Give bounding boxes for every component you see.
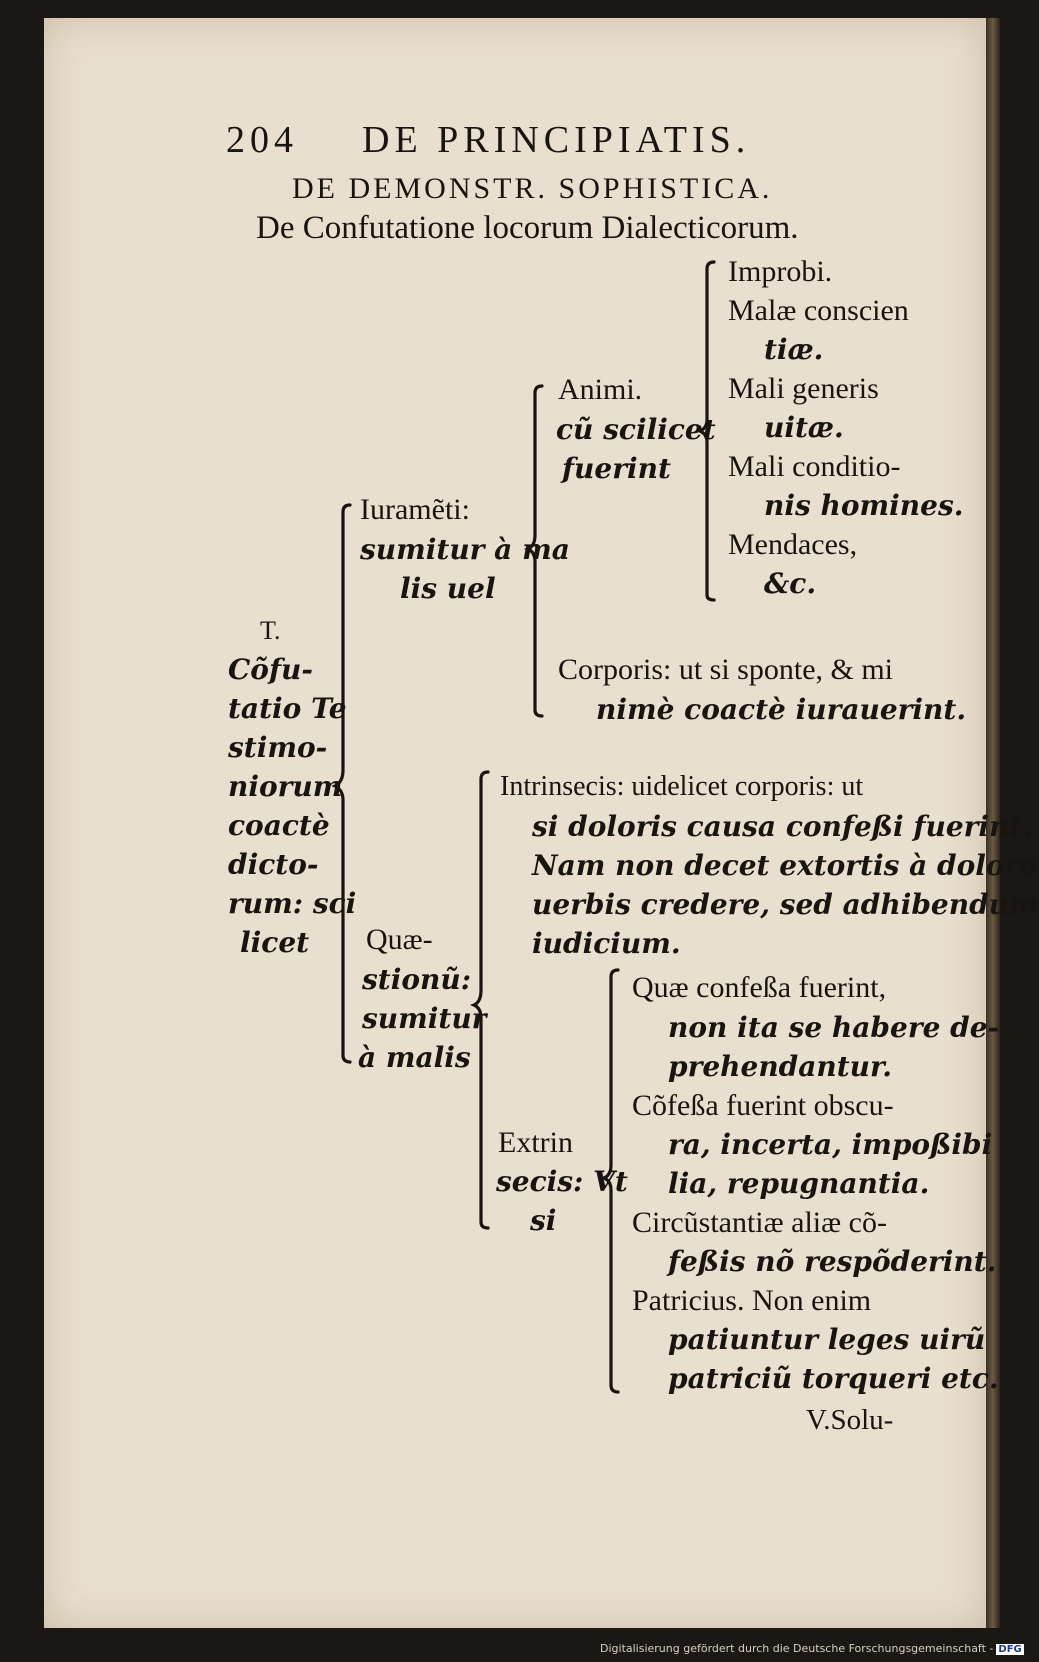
dfg-logo: DFG bbox=[998, 1644, 1022, 1655]
corporis-line: nimè coactè iurauerint. bbox=[596, 693, 967, 726]
iuramenti-line: sumitur à ma bbox=[360, 533, 570, 566]
intrinsecis-line: Intrinsecis: uidelicet corporis: ut bbox=[500, 771, 864, 802]
extrinsecis-item: Cõfeßa fuerint obscu- bbox=[632, 1089, 894, 1122]
extrinsecis-item: prehendantur. bbox=[668, 1050, 892, 1083]
quaestionum-line: stionũ: bbox=[362, 963, 472, 996]
extrinsecis-item: Circũstantiæ aliæ cõ- bbox=[632, 1206, 887, 1239]
animi-line: fuerint bbox=[562, 452, 671, 485]
animi-item: Improbi. bbox=[728, 255, 833, 288]
animi-line: cũ scilicet bbox=[556, 413, 716, 446]
root-label: T. bbox=[260, 616, 281, 645]
animi-item: tiæ. bbox=[764, 333, 824, 366]
extrinsecis-item: Patricius. Non enim bbox=[632, 1284, 872, 1317]
corporis-line: Corporis: ut si sponte, & mi bbox=[558, 653, 894, 686]
intrinsecis-line: uerbis credere, sed adhibendum bbox=[532, 888, 1039, 921]
footer-text: Digitalisierung gefördert durch die Deutsche Forschungsgemeinschaft - bbox=[600, 1642, 994, 1655]
animi-item: nis homines. bbox=[764, 489, 964, 522]
quaestionum-line: sumitur bbox=[362, 1002, 487, 1035]
iuramenti-line: lis uel bbox=[400, 572, 496, 605]
quaestionum-line: à malis bbox=[358, 1041, 471, 1074]
animi-item: uitæ. bbox=[764, 411, 844, 444]
animi-item: Mendaces, bbox=[728, 528, 858, 561]
extrinsecis-line: Extrin bbox=[498, 1126, 573, 1159]
running-title: DE PRINCIPIATIS. bbox=[362, 119, 751, 161]
animi-item: Mali generis bbox=[728, 372, 879, 405]
extrinsecis-item: Quæ confeßa fuerint, bbox=[632, 971, 887, 1004]
page-number: 204 bbox=[226, 119, 298, 161]
animi-line: Animi. bbox=[558, 373, 643, 406]
root-line: dicto- bbox=[228, 848, 319, 881]
animi-item: Mali conditio- bbox=[728, 450, 901, 483]
root-line: niorum bbox=[228, 770, 343, 803]
root-line: coactè bbox=[228, 809, 330, 842]
extrinsecis-item: patiuntur leges uirũ bbox=[668, 1323, 986, 1356]
animi-item: Malæ conscien bbox=[728, 294, 909, 327]
subtitle: DE DEMONSTR. SOPHISTICA. bbox=[292, 172, 773, 205]
digitization-footer bbox=[600, 1642, 1024, 1655]
extrinsecis-item: lia, repugnantia. bbox=[668, 1167, 930, 1200]
catchword: V.Solu- bbox=[806, 1404, 894, 1436]
extrinsecis-item: ra, incerta, impoßibi bbox=[668, 1128, 993, 1161]
extrinsecis-line: si bbox=[530, 1204, 557, 1237]
root-line: tatio Te bbox=[228, 692, 347, 725]
intrinsecis-line: Nam non decet extortis à dolore bbox=[532, 849, 1038, 882]
intrinsecis-line: iudicium. bbox=[532, 927, 681, 960]
section-title: De Confutatione locorum Dialecticorum. bbox=[256, 210, 799, 246]
root-line: rum: sci bbox=[228, 887, 357, 920]
extrinsecis-item: patriciũ torqueri etc. bbox=[668, 1362, 999, 1395]
root-line: Cõfu- bbox=[228, 653, 313, 686]
extrinsecis-line: secis: Vt bbox=[496, 1165, 628, 1198]
root-line: stimo- bbox=[228, 731, 328, 764]
extrinsecis-item: feßis nõ respõderint. bbox=[668, 1245, 997, 1278]
animi-item: &c. bbox=[764, 567, 817, 600]
intrinsecis-line: si doloris causa confeßi fuerint. bbox=[532, 810, 1033, 843]
quaestionum-line: Quæ- bbox=[366, 923, 433, 956]
root-line: licet bbox=[240, 926, 310, 959]
extrinsecis-item: non ita se habere de- bbox=[668, 1011, 1000, 1044]
iuramenti-line: Iuramẽti: bbox=[360, 493, 470, 526]
